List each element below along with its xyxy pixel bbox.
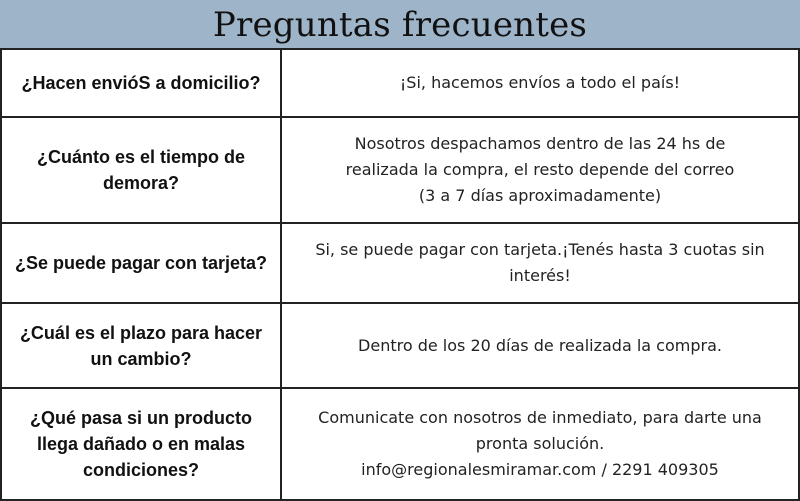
faq-row	[1, 223, 799, 303]
faq-answer	[281, 388, 799, 500]
faq-answer-line: interés!	[509, 266, 571, 285]
faq-answer-line: ¡Si, hacemos envíos a todo el país!	[399, 73, 681, 92]
faq-question: ¿Cuál es el plazo para hacer un cambio?	[1, 303, 281, 388]
faq-question: ¿Cuánto es el tiempo de demora?	[1, 117, 281, 223]
faq-row	[1, 388, 799, 500]
faq-row	[1, 303, 799, 388]
faq-answer-line: info@regionalesmiramar.com / 2291 409305	[361, 460, 719, 479]
faq-question: ¿Hacen envióS a domicilio?	[1, 49, 281, 117]
faq-answer-line: realizada la compra, el resto depende del correo	[345, 160, 735, 179]
faq-answer-line: (3 a 7 días aproximadamente)	[418, 186, 662, 205]
page-title: Preguntas frecuentes	[212, 5, 588, 45]
faq-answer-line: Nosotros despachamos dentro de las 24 hs de	[354, 134, 726, 153]
page-header	[0, 0, 800, 48]
faq-row	[1, 49, 799, 117]
faq-answer-line: pronta solución.	[475, 434, 605, 453]
faq-question: ¿Se puede pagar con tarjeta?	[1, 223, 281, 303]
faq-row	[1, 117, 799, 223]
faq-answer-line: Comunicate con nosotros de inmediato, para darte una	[318, 408, 762, 427]
faq-answer-line: Dentro de los 20 días de realizada la compra.	[358, 335, 722, 355]
faq-table	[0, 48, 800, 501]
faq-answer	[281, 49, 799, 117]
faq-answer	[281, 117, 799, 223]
faq-question: ¿Qué pasa si un producto llega dañado o en malas condiciones?	[1, 388, 281, 500]
faq-answer	[281, 223, 799, 303]
faq-answer-line: Si, se puede pagar con tarjeta.¡Tenés hasta 3 cuotas sin	[315, 240, 765, 259]
faq-answer	[281, 303, 799, 388]
